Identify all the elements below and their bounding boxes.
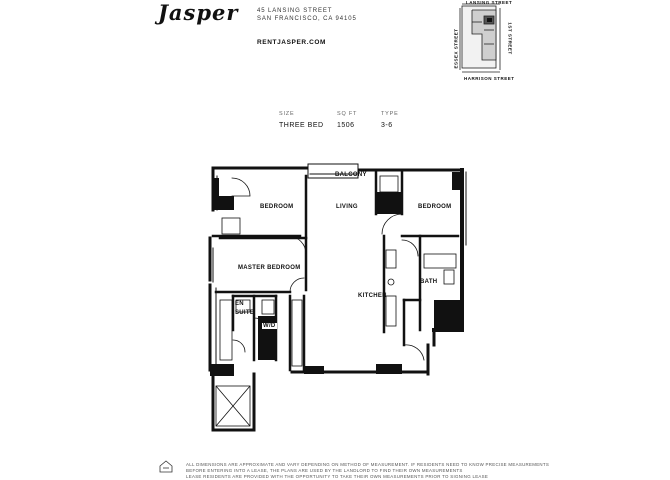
room-living: LIVING	[336, 204, 358, 210]
website-link[interactable]: RENTJASPER.COM	[257, 39, 327, 46]
address-line-1: 45 LANSING STREET	[257, 8, 333, 14]
spec-size-label: SIZE	[279, 111, 295, 117]
room-bath: BATH	[420, 279, 438, 285]
spec-type-label: TYPE	[381, 111, 399, 117]
room-bedroom-right: BEDROOM	[418, 204, 452, 210]
address-line-2: SAN FRANCISCO, CA 94105	[257, 16, 357, 22]
disclaimer-line-1: ALL DIMENSIONS ARE APPROXIMATE AND VARY DEPENDING ON METHOD OF MEASUREMENT. IF RESIDENTS NEED TO KNOW PRECISE MEASUREMENTS	[186, 462, 550, 467]
spec-type-value: 3-6	[381, 122, 393, 129]
spec-sqft-label: SQ FT	[337, 111, 358, 117]
street-bottom-label: HARRISON STREET	[464, 76, 515, 81]
room-wd: W/D	[263, 323, 276, 329]
disclaimer-line-3: LEASE RESIDENTS ARE PROVIDED WITH THE OPPORTUNITY TO TAKE THEIR OWN MEASUREMENTS PRIOR TO SIGNING LEASE	[186, 474, 489, 479]
spec-sqft-value: 1506	[337, 122, 355, 129]
street-left-label: ESSEX STREET	[453, 28, 459, 69]
room-en-suite-line1: EN	[235, 301, 244, 307]
room-bedroom-left: BEDROOM	[260, 204, 294, 210]
disclaimer-line-2: BEFORE ENTERING INTO A LEASE, THE PLANS ARE USED BY THE LANDLORD TO FIND THEIR OWN MEASUREMENTS	[186, 468, 463, 473]
spec-size-value: THREE BED	[279, 122, 324, 129]
room-master-bedroom: MASTER BEDROOM	[238, 265, 301, 271]
disclaimer	[186, 462, 606, 480]
brand-logo: Jasper	[158, 0, 239, 25]
street-top-label: LANSING STREET	[466, 0, 513, 5]
room-balcony: BALCONY	[335, 172, 367, 178]
room-kitchen: KITCHEN	[358, 293, 387, 299]
room-en-suite-line2: SUITE	[235, 310, 255, 316]
street-right-label: 1ST STREET	[507, 22, 513, 55]
